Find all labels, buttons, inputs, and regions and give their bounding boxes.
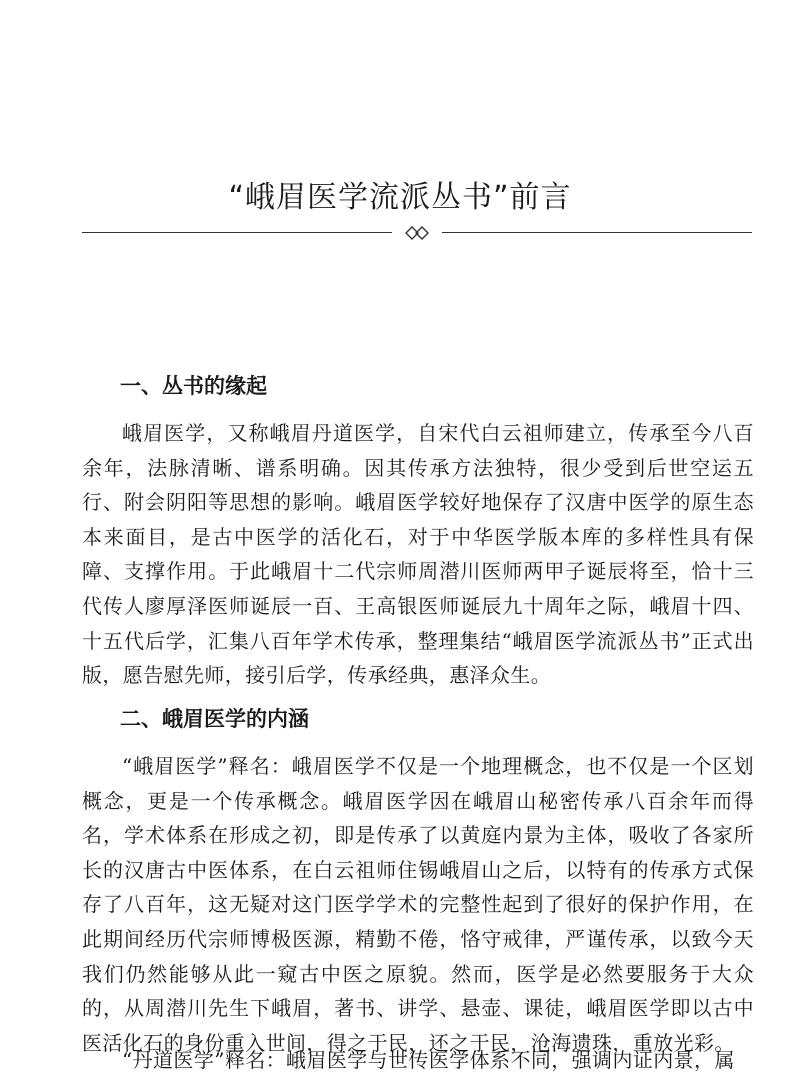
- divider-line-left: [82, 232, 392, 233]
- diamond-ornament-icon: [404, 224, 430, 242]
- divider-line-right: [442, 232, 752, 233]
- paragraph-origin: 峨眉医学，又称峨眉丹道医学，自宋代白云祖师建立，传承至今八百余年，法脉清晰、谱系明确。因其传承方法独特，很少受到后世空运五行、附会阴阳等思想的影响。峨眉医学较好地保存了汉唐中医学的原生态本来面目，是古中医学的活化石，对于中华医学版本库的多样性具有保障、支撑作用。于此峨眉十二代宗师周潜川医师两甲子诞辰将至，恰十三代传人廖厚泽医师诞辰一百、王高银医师诞辰九十周年之际，峨眉十四、十五代后学，汇集八百年学术传承，整理集结“峨眉医学流派丛书”正式出版，愿告慰先师，接引后学，传承经典，惠泽众生。: [82, 421, 754, 688]
- section-heading-connotation: 二、峨眉医学的内涵: [120, 707, 309, 731]
- page-title: “峨眉医学流派丛书”前言: [228, 180, 572, 215]
- paragraph-dandao-medicine-definition: “丹道医学”释名：峨眉医学与世传医学体系不同，强调内证内景，属: [122, 1048, 735, 1072]
- section-heading-origin: 一、丛书的缘起: [120, 374, 267, 398]
- title-divider: [82, 224, 752, 242]
- paragraph-emei-medicine-definition: “峨眉医学”释名：峨眉医学不仅是一个地理概念，也不仅是一个区划概念，更是一个传承概念。峨眉医学因在峨眉山秘密传承八百余年而得名，学术体系在形成之初，即是传承了以黄庭内景为主体，吸收了各家所长的汉唐古中医体系，在白云祖师住锡峨眉山之后，以特有的传承方式保存了八百年，这无疑对这门医学学术的完整性起到了很好的保护作用，在此期间经历代宗师博极医源，精勤不倦，恪守戒律，严谨传承，以致今天我们仍然能够从此一窥古中医之原貌。然而，医学是必然要服务于大众的，从周潜川先生下峨眉，著书、讲学、悬壶、课徒，峨眉医学即以古中医活化石的身份重入世间，得之于民，还之于民，沧海遗珠，重放光彩。: [82, 754, 754, 1055]
